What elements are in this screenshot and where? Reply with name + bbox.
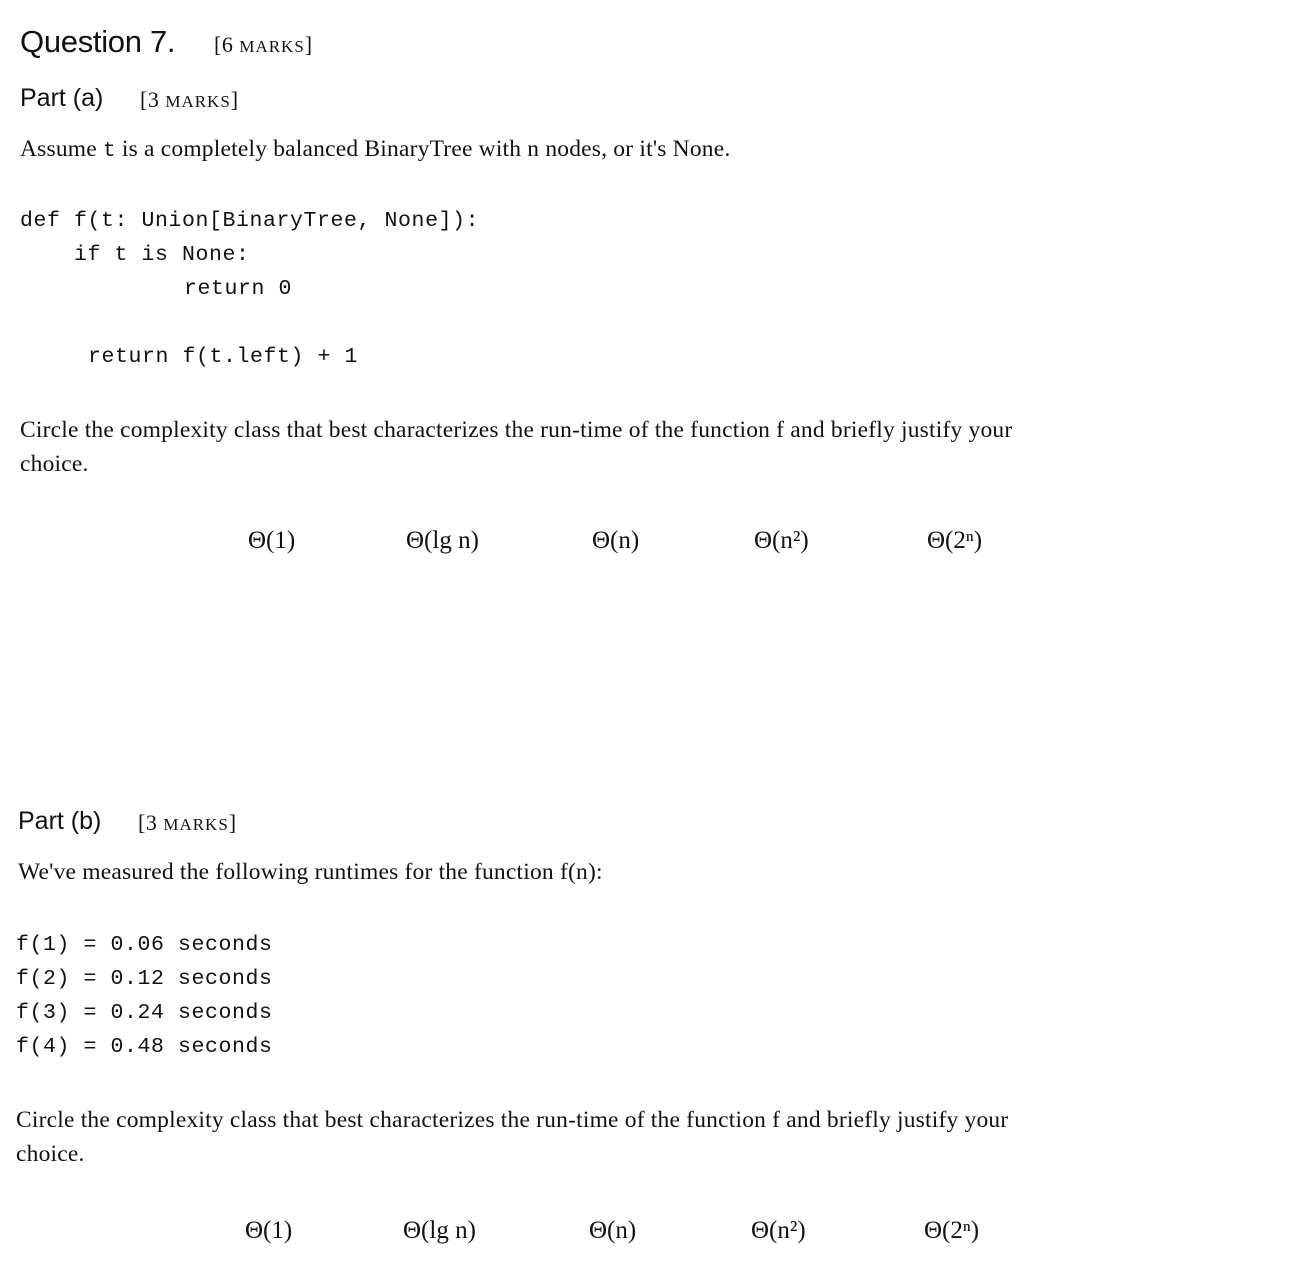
runtime-row-4: f(4) = 0.48 seconds	[16, 1035, 273, 1059]
part-a-title: Part (a)	[20, 84, 104, 112]
question-title: Question 7.	[20, 24, 176, 59]
part-b-instruction-line1: Circle the complexity class that best characterizes the run-time of the function f and briefly justify your	[16, 1107, 1009, 1133]
marks-word: MARKS	[239, 37, 305, 56]
part-b-choice-constant[interactable]: Θ(1)	[245, 1217, 293, 1244]
part-b-marks: [3 MARKS]	[138, 810, 237, 835]
part-b-choice-exponential[interactable]: Θ(2ⁿ)	[924, 1217, 980, 1244]
part-a-intro	[20, 136, 730, 163]
part-b-choice-log[interactable]: Θ(lg n)	[403, 1217, 476, 1244]
part-a-choice-constant[interactable]: Θ(1)	[248, 527, 296, 554]
part-a-marks-word: MARKS	[165, 92, 231, 111]
part-a-choice-quadratic[interactable]: Θ(n²)	[754, 527, 809, 554]
runtime-row-3: f(3) = 0.24 seconds	[16, 1001, 273, 1025]
part-b-marks-number: 3	[145, 810, 158, 835]
part-b-choice-linear[interactable]: Θ(n)	[589, 1217, 637, 1244]
part-a-choice-exponential[interactable]: Θ(2ⁿ)	[927, 527, 983, 554]
part-a-choice-log[interactable]: Θ(lg n)	[406, 527, 479, 554]
part-b-marks-word: MARKS	[163, 815, 229, 834]
part-a-instruction-line1: Circle the complexity class that best characterizes the run-time of the function f and briefly justify your	[20, 417, 1013, 443]
code-line-def: def f(t: Union[BinaryTree, None]):	[20, 209, 480, 233]
part-a-intro-prefix: Assume	[20, 136, 97, 162]
part-b-choice-quadratic[interactable]: Θ(n²)	[751, 1217, 806, 1244]
runtime-row-2: f(2) = 0.12 seconds	[16, 967, 273, 991]
part-a-marks-number: 3	[147, 87, 160, 112]
code-line-return-recursive: return f(t.left) + 1	[88, 345, 359, 369]
part-a-marks: [3 MARKS]	[140, 87, 239, 112]
marks-number: 6	[221, 32, 234, 57]
part-a-intro-suffix: is a completely balanced BinaryTree with n nodes, or it's None.	[121, 136, 731, 162]
code-line-if: if t is None:	[74, 243, 250, 267]
code-line-return-zero: return 0	[184, 277, 293, 301]
part-b-instruction-line2: choice.	[16, 1141, 85, 1167]
part-b-intro: We've measured the following runtimes for the function f(n):	[18, 859, 603, 885]
question-marks: [6 MARKS]	[214, 32, 313, 57]
part-b-title: Part (b)	[18, 807, 102, 835]
part-a-choice-linear[interactable]: Θ(n)	[592, 527, 640, 554]
marks-open-bracket: [	[214, 32, 222, 57]
runtime-row-1: f(1) = 0.06 seconds	[16, 933, 273, 957]
part-a-instruction-line2: choice.	[20, 451, 89, 477]
part-a-intro-var: t	[103, 140, 116, 163]
